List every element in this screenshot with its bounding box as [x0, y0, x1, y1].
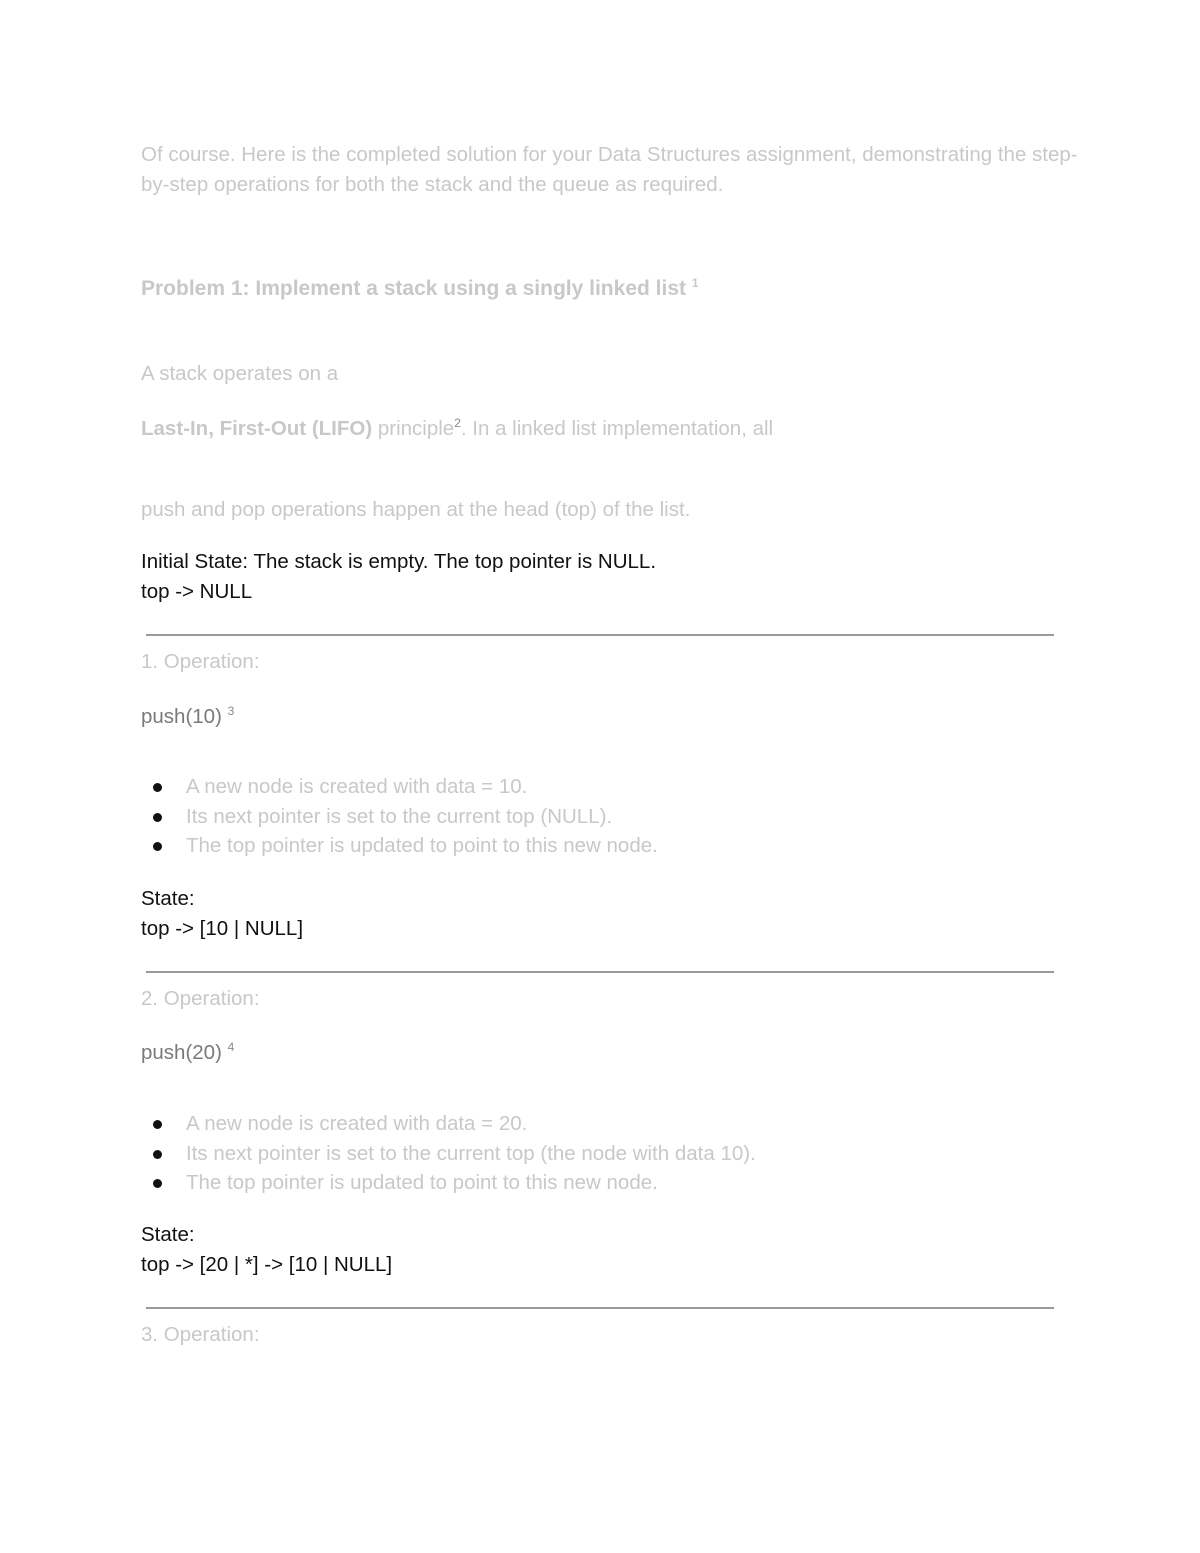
lifo-term: Last-In, First-Out (LIFO): [141, 417, 373, 440]
footnote-ref[interactable]: 3: [227, 704, 235, 719]
operation-2-call: [141, 1038, 234, 1068]
operation-1-state-label: State:: [141, 887, 195, 910]
bullet-icon: [153, 842, 162, 851]
problem-1-title: [141, 277, 699, 301]
step-text: A new node is created with data = 10.: [186, 775, 528, 798]
bullet-icon: [153, 813, 162, 822]
list-item: [141, 772, 658, 802]
list-item: [141, 831, 658, 861]
initial-state-line: Initial State: The stack is empty. The top pointer is NULL.: [141, 550, 657, 573]
section-divider: [146, 634, 1054, 636]
list-item: [141, 1109, 756, 1139]
operation-1-call-text: push(10): [141, 705, 222, 728]
problem-1-desc-line3: push and pop operations happen at the head (top) of the list.: [141, 498, 691, 521]
operation-2-steps: [141, 1109, 756, 1198]
desc-rest-text: . In a linked list implementation, all: [460, 417, 774, 440]
bullet-icon: [153, 783, 162, 792]
operation-2-state-label: State:: [141, 1223, 195, 1246]
operation-1-state-value: top -> [10 | NULL]: [141, 917, 304, 940]
step-text: Its next pointer is set to the current top (NULL).: [186, 804, 613, 828]
intro-paragraph: Of course. Here is the completed solution for your Data Structures assignment, demonstrating the step-by-step operations for both the stack and the queue as required.: [141, 143, 1078, 196]
operation-2-state-value: top -> [20 | *] -> [10 | NULL]: [141, 1253, 393, 1276]
list-item: [141, 1139, 756, 1169]
list-item: [141, 1168, 756, 1198]
step-text: Its next pointer is set to the current top (the node with data 10).: [186, 1141, 756, 1165]
section-divider: [146, 971, 1054, 973]
step-text: The top pointer is updated to point to this new node.: [186, 1171, 658, 1194]
step-text: The top pointer is updated to point to this new node.: [186, 834, 658, 857]
operation-1-call: [141, 702, 234, 732]
initial-state-value: top -> NULL: [141, 580, 253, 603]
operation-1-steps: [141, 772, 658, 861]
principle-text: principle: [372, 417, 455, 440]
bullet-icon: [153, 1120, 162, 1129]
operation-2-call-text: push(20): [141, 1041, 222, 1064]
list-item: [141, 802, 658, 832]
footnote-ref[interactable]: 1: [691, 276, 699, 290]
footnote-ref[interactable]: 4: [227, 1040, 235, 1055]
footnote-ref[interactable]: 2: [454, 416, 461, 431]
step-text: A new node is created with data = 20.: [186, 1112, 528, 1135]
problem-1-title-text: Problem 1: Implement a stack using a singly linked list: [141, 277, 686, 300]
operation-2-heading: 2. Operation:: [141, 987, 260, 1010]
problem-1-desc-line1: A stack operates on a: [141, 362, 339, 385]
bullet-icon: [153, 1179, 162, 1188]
problem-1-desc-line2: [141, 414, 773, 444]
bullet-icon: [153, 1150, 162, 1159]
section-divider: [146, 1307, 1054, 1309]
operation-3-heading: 3. Operation:: [141, 1323, 260, 1346]
operation-1-heading: 1. Operation:: [141, 650, 260, 673]
